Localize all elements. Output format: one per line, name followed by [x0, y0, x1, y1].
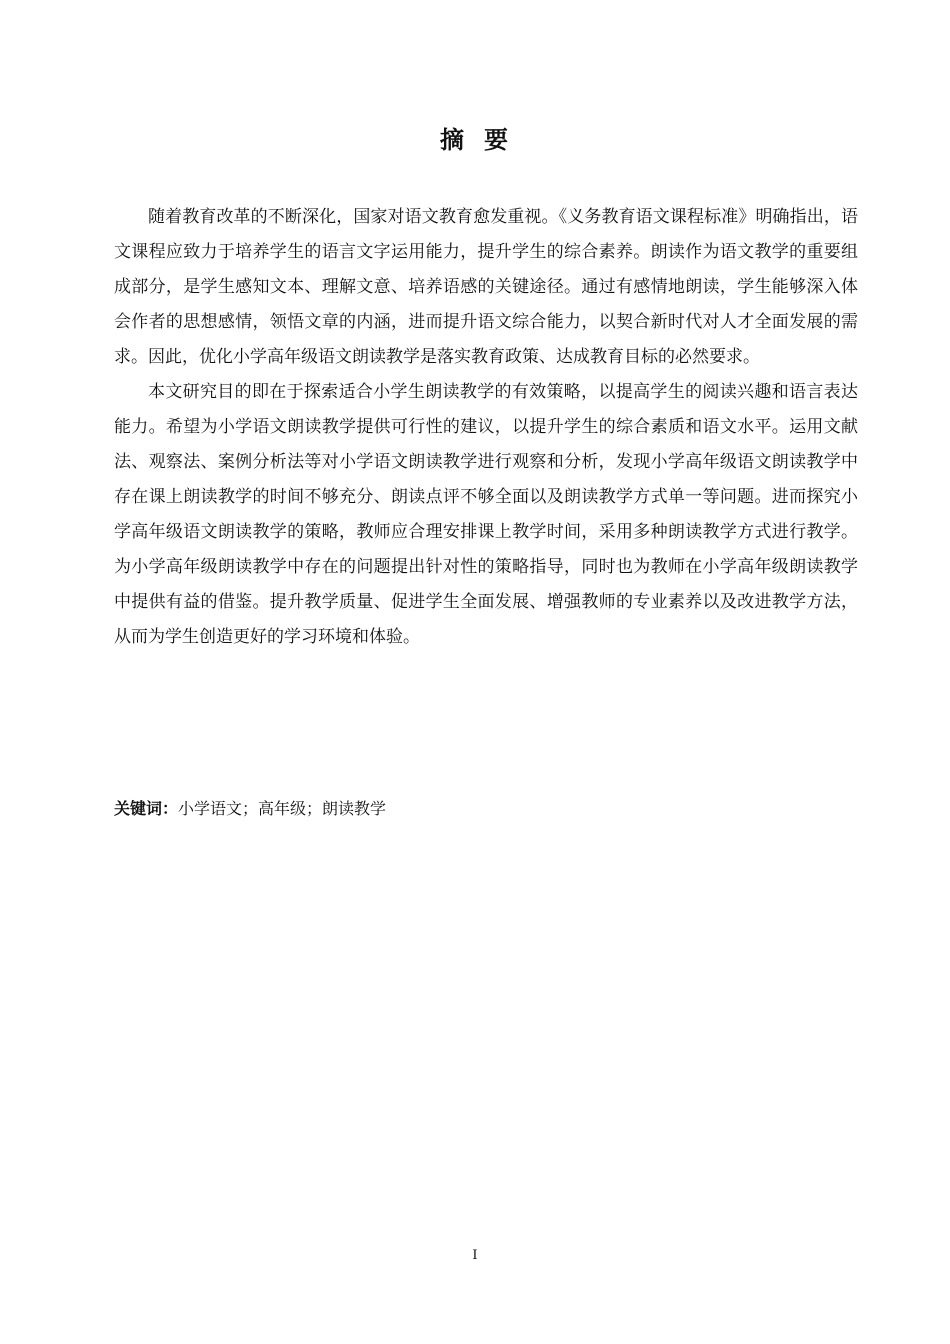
title-char-1: 摘 — [440, 125, 466, 154]
abstract-title — [0, 122, 950, 158]
abstract-body — [114, 200, 858, 655]
abstract-paragraph-1: 随着教育改革的不断深化，国家对语文教育愈发重视。《义务教育语文课程标准》明确指出，语文课程应致力于培养学生的语言文字运用能力，提升学生的综合素养。朗读作为语文教学的重要组成部分，是学生感知文本、理解文意、培养语感的关键途径。通过有感情地朗读，学生能够深入体会作者的思想感情，领悟文章的内涵，进而提升语文综合能力，以契合新时代对人才全面发展的需求。因此，优化小学高年级语文朗读教学是落实教育政策、达成教育目标的必然要求。 — [114, 207, 858, 367]
keywords-line — [114, 794, 386, 824]
title-char-2: 要 — [484, 125, 510, 154]
abstract-paragraph-2: 本文研究目的即在于探索适合小学生朗读教学的有效策略，以提高学生的阅读兴趣和语言表达能力。希望为小学语文朗读教学提供可行性的建议，以提升学生的综合素质和语文水平。运用文献法、观察法、案例分析法等对小学语文朗读教学进行观察和分析，发现小学高年级语文朗读教学中存在课上朗读教学的时间不够充分、朗读点评不够全面以及朗读教学方式单一等问题。进而探究小学高年级语文朗读教学的策略，教师应合理安排课上教学时间，采用多种朗读教学方式进行教学。为小学高年级朗读教学中存在的问题提出针对性的策略指导，同时也为教师在小学高年级朗读教学中提供有益的借鉴。提升教学质量、促进学生全面发展、增强教师的专业素养以及改进教学方法，从而为学生创造更好的学习环境和体验。 — [114, 382, 858, 647]
page-number: I — [472, 1248, 478, 1263]
keywords-label: 关键词： — [114, 799, 179, 818]
keywords-text: 小学语文；高年级；朗读教学 — [178, 799, 387, 818]
